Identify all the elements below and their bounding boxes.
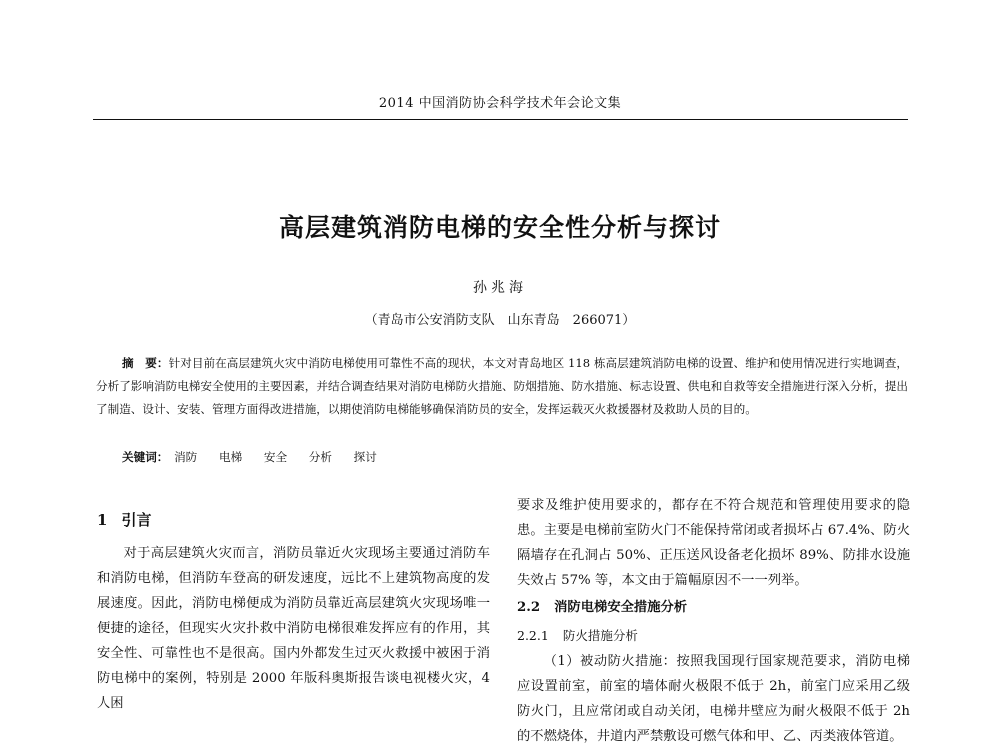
section-heading-introduction: [97, 505, 490, 535]
keyword: 探讨: [353, 450, 377, 464]
subsubsection-title: 防火措施分析: [562, 628, 638, 643]
keyword: 消防: [174, 450, 198, 464]
article-title: 高层建筑消防电梯的安全性分析与探讨: [278, 213, 721, 242]
header-rule: [93, 119, 908, 120]
abstract-text: 针对目前在高层建筑火灾中消防电梯使用可靠性不高的现状，本文对青岛地区 118 栋高层建筑消防电梯的设置、维护和使用情况进行实地调查，分析了影响消防电梯安全使用的主要因素，并结合调查结果对消防电梯防火措施、防烟措施、防水措施、标志设置、供电和自救等安全措施进行深入分析，提出了制造、设计、安装、管理方面得改进措施，以期使消防电梯能够确保消防员的安全，发挥运载灭火救援器材及救助人员的目的。: [96, 356, 908, 416]
keywords-label: 关键词：: [122, 450, 169, 464]
subsubsection-number: 2.2.1: [517, 628, 549, 643]
item-paragraph: （1）被动防火措施：按照我国现行国家规范要求，消防电梯应设置前室，前室的墙体耐火极限不低于 2h，前室门应采用乙级防火门，且应常闭或自动关闭，电梯井壁应为耐火极限不低于 2h 的不燃烧体，井道内严禁敷设可燃气体和甲、乙、丙类液体管道。: [517, 654, 910, 744]
subsection-number: 2.2: [517, 600, 541, 615]
introduction-paragraph: 对于高层建筑火灾而言，消防员靠近火灾现场主要通过消防车和消防电梯，但消防车登高的研发速度，远比不上建筑物高度的发展速度。因此，消防电梯便成为消防员靠近高层建筑火灾现场唯一便捷的途径，但现实火灾扑救中消防电梯很难发挥应有的作用，其安全性、可靠性也不是很高。国内外都发生过灭火救援中被困于消防电梯中的案例，特别是 2000 年版科奥斯报告谈电视楼火灾，4 人困: [97, 546, 490, 711]
section-number: 1: [97, 511, 108, 529]
keywords: [122, 449, 395, 465]
running-head: 2014 中国消防协会科学技术年会论文集: [378, 96, 622, 111]
abstract: [96, 352, 908, 421]
subsubsection-heading: [517, 623, 910, 649]
author-name: 孙兆海: [473, 280, 527, 296]
keyword: 分析: [308, 450, 332, 464]
continued-paragraph: 要求及维护使用要求的，都存在不符合规范和管理使用要求的隐患。主要是电梯前室防火门不能保持常闭或者损坏占 67.4%、防火隔墙存在孔洞占 50%、正压送风设备老化损坏 89%、防排水设施失效占 57% 等，本文由于篇幅原因不一一列举。: [517, 498, 910, 588]
abstract-label: 摘 要：: [122, 356, 169, 370]
author-affiliation: （青岛市公安消防支队 山东青岛 266071）: [364, 313, 636, 328]
subsection-title: 消防电梯安全措施分析: [554, 600, 688, 615]
subsection-heading: [517, 593, 910, 623]
keyword: 安全: [263, 450, 288, 464]
section-title: 引言: [121, 511, 152, 529]
right-column: [517, 493, 910, 749]
keyword: 电梯: [218, 450, 243, 464]
left-column: [97, 505, 490, 716]
